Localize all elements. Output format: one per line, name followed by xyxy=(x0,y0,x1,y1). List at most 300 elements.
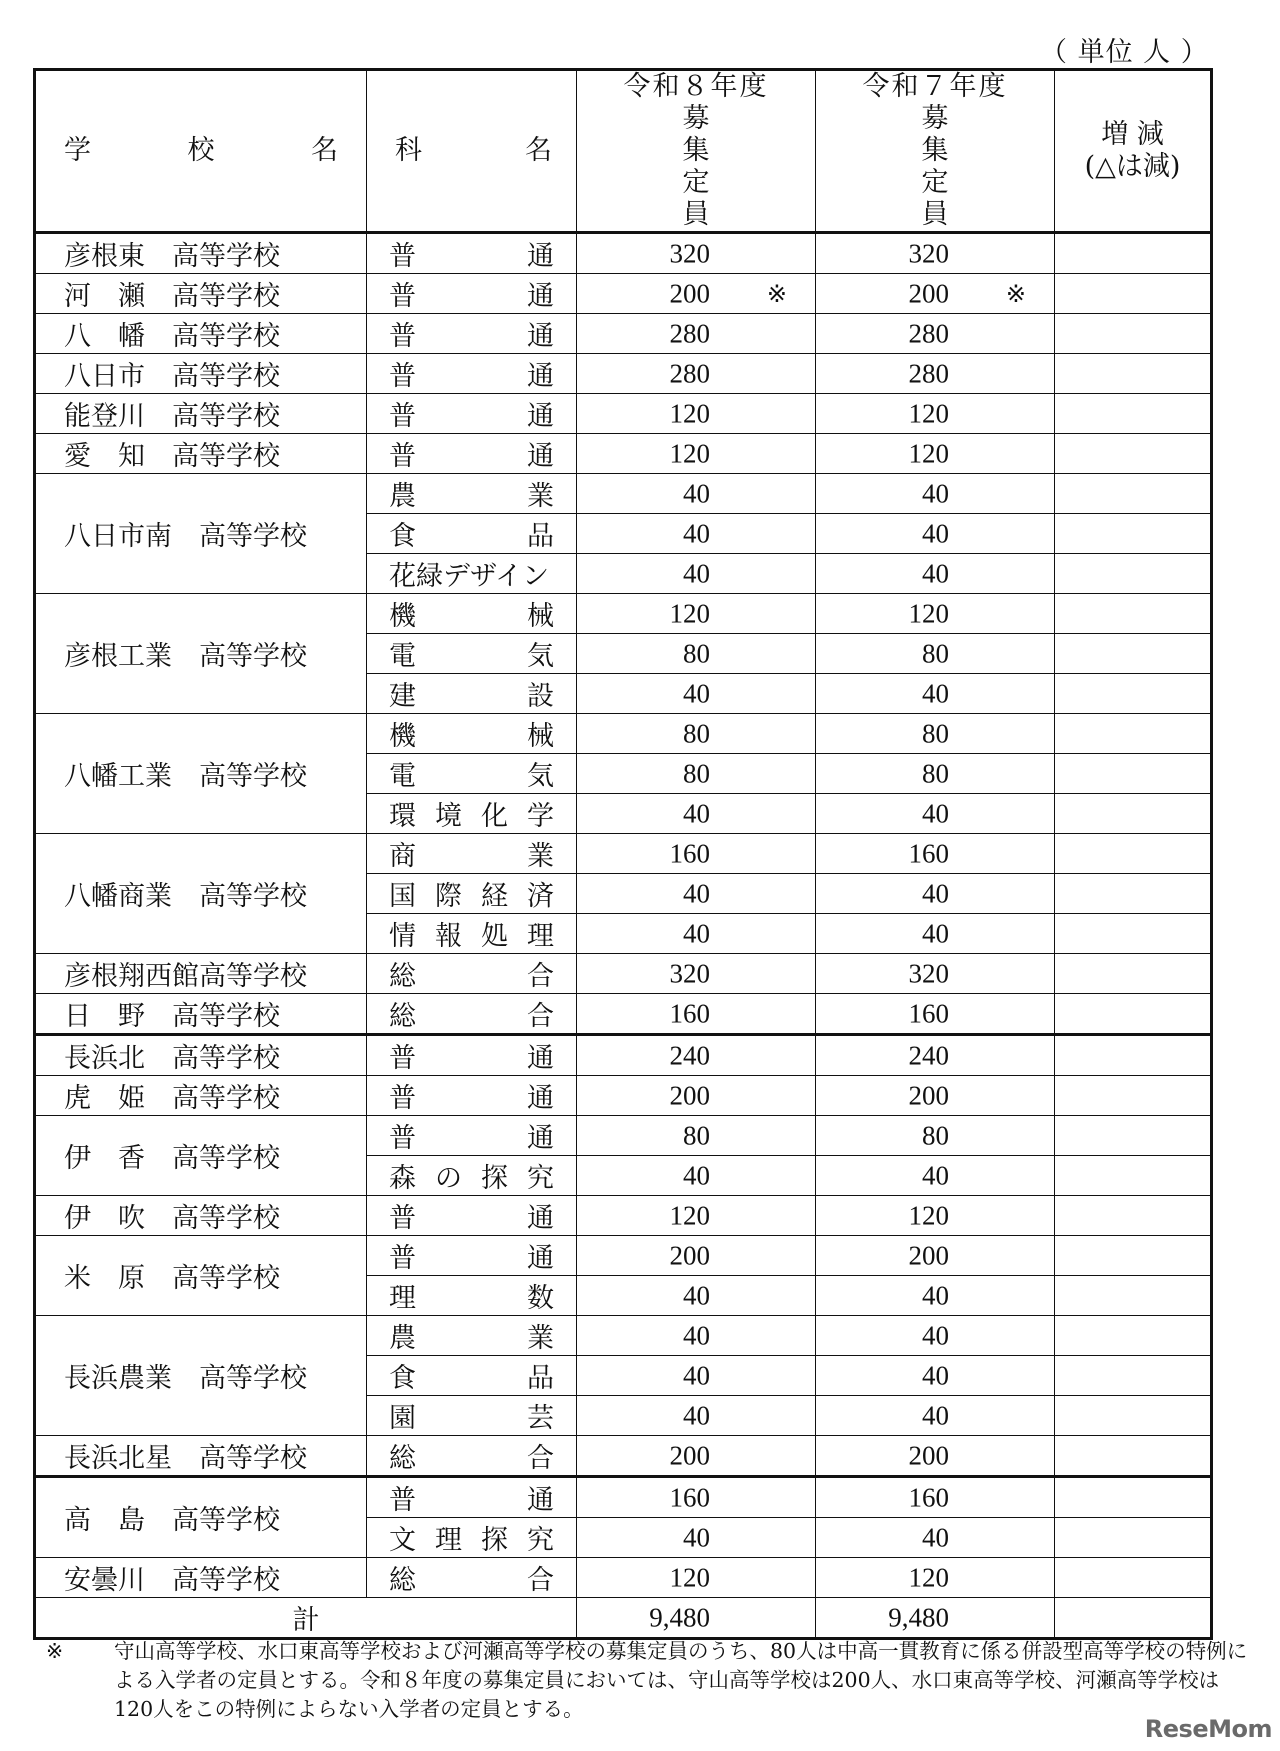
quota-r7-cell xyxy=(816,554,1055,594)
quota-r7-value: 40 xyxy=(922,1160,949,1190)
course-char: 学 xyxy=(527,801,554,832)
course-char: 済 xyxy=(527,881,554,912)
header-r8-year: 令和８年度 xyxy=(623,71,769,102)
course-name-text xyxy=(389,1356,554,1395)
quota-r8-value: 120 xyxy=(669,438,710,468)
change-cell xyxy=(1055,514,1212,554)
quota-r8-value: 320 xyxy=(669,238,710,268)
quota-r8-cell xyxy=(577,1156,816,1196)
quota-r7-value: 160 xyxy=(908,998,949,1028)
course-char: 数 xyxy=(527,1283,554,1314)
footnote xyxy=(40,1637,1250,1724)
quota-r8-cell xyxy=(577,1356,816,1396)
header-course-char: 名 xyxy=(525,135,552,166)
quota-r8-value: 120 xyxy=(669,1200,710,1230)
table-row xyxy=(35,394,1212,434)
course-name-text xyxy=(389,1436,554,1475)
change-cell xyxy=(1055,274,1212,314)
change-cell xyxy=(1055,674,1212,714)
quota-r8-value: 80 xyxy=(683,1120,710,1150)
header-school-char: 名 xyxy=(311,135,338,166)
change-cell xyxy=(1055,233,1212,274)
course-name-text xyxy=(389,834,554,873)
change-cell xyxy=(1055,354,1212,394)
course-char: 総 xyxy=(389,1443,416,1474)
change-cell xyxy=(1055,714,1212,754)
course-char: 園 xyxy=(389,1403,416,1434)
school-name-cell: 彦根工業 高等学校 xyxy=(35,594,367,714)
quota-r7-cell xyxy=(816,834,1055,874)
table-row xyxy=(35,1236,1212,1276)
quota-r7-cell xyxy=(816,474,1055,514)
total-row xyxy=(35,1598,1212,1639)
course-name-text xyxy=(389,994,554,1033)
school-name-cell: 伊 香 高等学校 xyxy=(35,1116,367,1196)
quota-r7-value: 120 xyxy=(908,1200,949,1230)
quota-r8-cell xyxy=(577,394,816,434)
course-char: 商 xyxy=(389,841,416,872)
course-name-cell xyxy=(367,1558,577,1598)
course-name-text xyxy=(389,1236,554,1275)
course-name-cell xyxy=(367,634,577,674)
header-r8-char: 定 xyxy=(682,167,710,198)
quota-r8-cell xyxy=(577,1076,816,1116)
course-name-cell xyxy=(367,233,577,274)
school-name-cell: 虎 姫 高等学校 xyxy=(35,1076,367,1116)
quota-r8-value: 280 xyxy=(669,358,710,388)
course-name-text xyxy=(389,954,554,993)
school-name-cell: 八幡商業 高等学校 xyxy=(35,834,367,954)
quota-r7-cell xyxy=(816,914,1055,954)
total-label: 計 xyxy=(35,1598,577,1639)
quota-r8-cell xyxy=(577,714,816,754)
quota-r7-cell xyxy=(816,394,1055,434)
quota-r7-value: 200 xyxy=(908,1240,949,1270)
quota-r8-cell xyxy=(577,1116,816,1156)
quota-r8-value: 40 xyxy=(683,1280,710,1310)
school-name-cell: 八日市南 高等学校 xyxy=(35,474,367,594)
header-r7-year: 令和７年度 xyxy=(862,71,1008,102)
table-row xyxy=(35,1116,1212,1156)
quota-r8-value: 120 xyxy=(669,598,710,628)
quota-r8-cell xyxy=(577,674,816,714)
quota-r7-value: 120 xyxy=(908,1562,949,1592)
quota-r7-cell xyxy=(816,1236,1055,1276)
school-name-cell: 長浜農業 高等学校 xyxy=(35,1316,367,1436)
total-r7-value: 9,480 xyxy=(888,1602,949,1632)
course-char: 合 xyxy=(527,1565,554,1596)
course-name-cell xyxy=(367,394,577,434)
quota-r7-cell xyxy=(816,794,1055,834)
table-row xyxy=(35,594,1212,634)
quota-r8-value: 40 xyxy=(683,1400,710,1430)
header-r7-char: 員 xyxy=(921,199,949,230)
quota-r8-value: 40 xyxy=(683,678,710,708)
quota-r7-cell xyxy=(816,634,1055,674)
footnote-mark: ※ xyxy=(46,1639,64,1663)
quota-r8-cell xyxy=(577,1436,816,1477)
course-char: 通 xyxy=(527,1083,554,1114)
quota-r7-value: 40 xyxy=(922,1320,949,1350)
change-cell xyxy=(1055,1558,1212,1598)
quota-r7-value: 200 xyxy=(908,1440,949,1470)
course-char: 機 xyxy=(389,721,416,752)
course-name-text xyxy=(389,634,554,673)
table-row xyxy=(35,274,1212,314)
quota-r7-cell xyxy=(816,514,1055,554)
course-char: 設 xyxy=(527,681,554,712)
course-name-text xyxy=(389,1276,554,1315)
quota-r7-cell xyxy=(816,1477,1055,1518)
course-name-cell xyxy=(367,834,577,874)
table-row xyxy=(35,354,1212,394)
school-name-cell: 愛 知 高等学校 xyxy=(35,434,367,474)
school-name-cell: 長浜北 高等学校 xyxy=(35,1035,367,1076)
table-row xyxy=(35,1316,1212,1356)
quota-r7-value: 40 xyxy=(922,918,949,948)
course-char: 境 xyxy=(435,801,462,832)
quota-r8-cell xyxy=(577,1558,816,1598)
school-name-cell: 安曇川 高等学校 xyxy=(35,1558,367,1598)
course-name-cell xyxy=(367,1436,577,1477)
quota-r7-value: 280 xyxy=(908,358,949,388)
quota-r7-cell xyxy=(816,1316,1055,1356)
quota-r8-cell xyxy=(577,554,816,594)
quota-r7-cell xyxy=(816,594,1055,634)
school-name-cell: 高 島 高等学校 xyxy=(35,1477,367,1558)
course-char: 普 xyxy=(389,1043,416,1074)
table-row xyxy=(35,314,1212,354)
school-name-cell: 日 野 高等学校 xyxy=(35,994,367,1035)
course-char: 電 xyxy=(389,761,416,792)
quota-r8-cell xyxy=(577,474,816,514)
quota-r8-cell xyxy=(577,314,816,354)
course-name-text xyxy=(389,874,554,913)
course-char: 通 xyxy=(527,1485,554,1516)
quota-r7-value: 120 xyxy=(908,398,949,428)
change-cell xyxy=(1055,1196,1212,1236)
school-name-cell: 八幡工業 高等学校 xyxy=(35,714,367,834)
quota-r7-value: 40 xyxy=(922,678,949,708)
course-name-text xyxy=(389,1396,554,1435)
course-char: 業 xyxy=(527,481,554,512)
course-name-text xyxy=(389,714,554,753)
course-char: 食 xyxy=(389,1363,416,1394)
quota-r8-cell xyxy=(577,794,816,834)
quota-r7-cell xyxy=(816,1076,1055,1116)
quota-r8-cell xyxy=(577,434,816,474)
quota-r7-value: 80 xyxy=(922,718,949,748)
course-name-text xyxy=(389,1518,554,1557)
course-name-text xyxy=(389,394,554,433)
quota-r7-value: 80 xyxy=(922,638,949,668)
course-name-text xyxy=(389,354,554,393)
course-char: 通 xyxy=(527,401,554,432)
quota-r7-cell xyxy=(816,1276,1055,1316)
header-r7-char: 定 xyxy=(921,167,949,198)
course-char: 機 xyxy=(389,601,416,632)
table-row xyxy=(35,954,1212,994)
quota-r7-cell xyxy=(816,1436,1055,1477)
quota-r7-cell xyxy=(816,674,1055,714)
resemom-logo: ReseMom xyxy=(1144,1715,1272,1743)
course-char: 普 xyxy=(389,401,416,432)
reference-mark: ※ xyxy=(766,279,787,308)
course-char: 業 xyxy=(527,841,554,872)
quota-r8-cell xyxy=(577,1518,816,1558)
course-char: 合 xyxy=(527,1443,554,1474)
course-name-cell xyxy=(367,1076,577,1116)
quota-r7-cell xyxy=(816,754,1055,794)
quota-r7-cell xyxy=(816,714,1055,754)
course-char: 普 xyxy=(389,1123,416,1154)
course-name-cell xyxy=(367,1276,577,1316)
quota-r8-cell xyxy=(577,1196,816,1236)
course-char: 食 xyxy=(389,521,416,552)
course-name-text xyxy=(389,1196,554,1235)
change-cell xyxy=(1055,1396,1212,1436)
change-cell xyxy=(1055,394,1212,434)
course-char: 国 xyxy=(389,881,416,912)
quota-r7-value: 280 xyxy=(908,318,949,348)
quota-r8-value: 200 xyxy=(669,1440,710,1470)
header-school-char: 校 xyxy=(187,135,215,166)
change-cell xyxy=(1055,1276,1212,1316)
change-cell xyxy=(1055,874,1212,914)
change-cell xyxy=(1055,634,1212,674)
course-name-cell xyxy=(367,1316,577,1356)
course-name-text xyxy=(389,1116,554,1155)
quota-r8-value: 40 xyxy=(683,518,710,548)
table-row xyxy=(35,994,1212,1035)
course-char: 探 xyxy=(481,1163,508,1194)
quota-r8-value: 40 xyxy=(683,1320,710,1350)
course-name-text xyxy=(389,1558,554,1597)
course-name-text xyxy=(389,514,554,553)
change-cell xyxy=(1055,474,1212,514)
quota-r7-value: 40 xyxy=(922,478,949,508)
quota-r7-cell xyxy=(816,354,1055,394)
course-name-text xyxy=(389,754,554,793)
table-row xyxy=(35,1076,1212,1116)
table-row xyxy=(35,1477,1212,1518)
quota-r8-cell xyxy=(577,914,816,954)
course-char: 合 xyxy=(527,1001,554,1032)
quota-r8-value: 40 xyxy=(683,1160,710,1190)
course-char: 環 xyxy=(389,801,416,832)
quota-r8-cell xyxy=(577,354,816,394)
quota-r8-cell xyxy=(577,274,816,314)
course-char: 普 xyxy=(389,441,416,472)
header-course-char: 科 xyxy=(395,135,422,166)
quota-r8-value: 40 xyxy=(683,558,710,588)
course-name-cell xyxy=(367,1196,577,1236)
course-char: 普 xyxy=(389,1083,416,1114)
course-char: 品 xyxy=(527,1363,554,1394)
quota-r7-value: 40 xyxy=(922,558,949,588)
quota-r8-cell xyxy=(577,634,816,674)
course-char: 文 xyxy=(389,1525,416,1556)
quota-r8-cell xyxy=(577,874,816,914)
quota-r7-value: 40 xyxy=(922,1522,949,1552)
course-char: 際 xyxy=(435,881,462,912)
quota-r8-value: 80 xyxy=(683,638,710,668)
quota-r8-cell xyxy=(577,954,816,994)
quota-r8-value: 40 xyxy=(683,1360,710,1390)
header-r8-char: 集 xyxy=(682,135,710,166)
quota-r7-cell xyxy=(816,1116,1055,1156)
total-r8 xyxy=(577,1598,816,1639)
course-char: 普 xyxy=(389,1243,416,1274)
course-char: 森 xyxy=(389,1163,416,1194)
course-char: 理 xyxy=(435,1525,462,1556)
course-name-cell xyxy=(367,1396,577,1436)
course-char: 化 xyxy=(481,801,508,832)
quota-r7-value: 40 xyxy=(922,798,949,828)
course-name-cell xyxy=(367,674,577,714)
enrollment-quota-table xyxy=(33,68,1213,1640)
header-course-name xyxy=(367,70,577,233)
course-char: 農 xyxy=(389,1323,416,1354)
change-cell xyxy=(1055,914,1212,954)
footnote-text: 守山高等学校、水口東高等学校および河瀬高等学校の募集定員のうち、80人は中高一貫教育に係る併設型高等学校の特例による入学者の定員とする。令和８年度の募集定員においては、守山高等学校は200人、水口東高等学校、河瀬高等学校は120人をこの特例によらない入学者の定員とする。 xyxy=(114,1639,1248,1721)
course-name-cell xyxy=(367,714,577,754)
course-name-cell xyxy=(367,1236,577,1276)
quota-r8-cell xyxy=(577,594,816,634)
quota-r8-value: 80 xyxy=(683,718,710,748)
quota-r7-value: 40 xyxy=(922,518,949,548)
quota-r7-cell xyxy=(816,1356,1055,1396)
table-row xyxy=(35,474,1212,514)
course-char: 普 xyxy=(389,281,416,312)
course-char: 究 xyxy=(527,1525,554,1556)
course-char: 通 xyxy=(527,281,554,312)
course-char: 品 xyxy=(527,521,554,552)
change-cell xyxy=(1055,1156,1212,1196)
school-name-cell: 彦根翔西館高等学校 xyxy=(35,954,367,994)
course-name-text xyxy=(389,1156,554,1195)
quota-r8-cell xyxy=(577,1396,816,1436)
quota-r8-cell xyxy=(577,994,816,1035)
course-name-cell xyxy=(367,554,577,594)
course-name-text xyxy=(389,234,554,273)
course-char: 情 xyxy=(389,921,416,952)
course-char: 普 xyxy=(389,361,416,392)
header-r7-quota xyxy=(816,70,1055,233)
course-name-cell xyxy=(367,434,577,474)
course-name-cell xyxy=(367,354,577,394)
quota-r8-value: 280 xyxy=(669,318,710,348)
quota-r8-value: 40 xyxy=(683,918,710,948)
school-name-cell: 伊 吹 高等学校 xyxy=(35,1196,367,1236)
course-name-text xyxy=(389,274,554,313)
change-cell xyxy=(1055,1076,1212,1116)
change-cell xyxy=(1055,434,1212,474)
course-name-cell xyxy=(367,514,577,554)
table-row xyxy=(35,434,1212,474)
course-char: 通 xyxy=(527,441,554,472)
quota-r7-value: 240 xyxy=(908,1040,949,1070)
course-name-text xyxy=(389,1076,554,1115)
quota-r7-value: 40 xyxy=(922,1280,949,1310)
school-name-cell: 能登川 高等学校 xyxy=(35,394,367,434)
course-char: 気 xyxy=(527,641,554,672)
school-name-cell: 長浜北星 高等学校 xyxy=(35,1436,367,1477)
quota-r7-cell xyxy=(816,1035,1055,1076)
quota-r7-value: 200 xyxy=(908,1080,949,1110)
quota-r8-value: 160 xyxy=(669,1482,710,1512)
school-name-cell: 彦根東 高等学校 xyxy=(35,233,367,274)
table-row xyxy=(35,1196,1212,1236)
quota-r8-cell xyxy=(577,754,816,794)
quota-r7-value: 120 xyxy=(908,598,949,628)
quota-r7-cell xyxy=(816,274,1055,314)
course-char: 通 xyxy=(527,1043,554,1074)
course-name-cell xyxy=(367,314,577,354)
course-name-cell xyxy=(367,1356,577,1396)
course-name-text xyxy=(389,914,554,953)
course-char: 総 xyxy=(389,1565,416,1596)
school-name-cell: 米 原 高等学校 xyxy=(35,1236,367,1316)
course-char: 総 xyxy=(389,961,416,992)
table-row xyxy=(35,714,1212,754)
quota-r8-value: 80 xyxy=(683,758,710,788)
quota-r7-value: 320 xyxy=(908,958,949,988)
course-char: 普 xyxy=(389,321,416,352)
course-name-cell xyxy=(367,274,577,314)
quota-r8-cell xyxy=(577,1276,816,1316)
quota-r7-cell xyxy=(816,1196,1055,1236)
school-name-cell: 河 瀬 高等学校 xyxy=(35,274,367,314)
course-char: 械 xyxy=(527,601,554,632)
quota-r7-value: 40 xyxy=(922,1400,949,1430)
quota-r8-value: 240 xyxy=(669,1040,710,1070)
course-char: 建 xyxy=(389,681,416,712)
course-name-text xyxy=(389,474,554,513)
course-name-text xyxy=(389,674,554,713)
course-name-cell xyxy=(367,1035,577,1076)
course-char: 経 xyxy=(481,881,508,912)
quota-r8-value: 160 xyxy=(669,998,710,1028)
course-char: 農 xyxy=(389,481,416,512)
quota-r7-cell xyxy=(816,874,1055,914)
header-change-title: 増 減 xyxy=(1101,119,1164,150)
quota-r7-cell xyxy=(816,434,1055,474)
course-char: 合 xyxy=(527,961,554,992)
course-name-cell xyxy=(367,874,577,914)
quota-r8-value: 40 xyxy=(683,798,710,828)
course-name-text xyxy=(389,1316,554,1355)
course-name-cell xyxy=(367,1477,577,1518)
quota-r8-value: 320 xyxy=(669,958,710,988)
course-name-cell xyxy=(367,754,577,794)
course-name-text xyxy=(389,1478,554,1517)
quota-r8-cell xyxy=(577,514,816,554)
course-name-text xyxy=(389,314,554,353)
course-char: の xyxy=(435,1163,462,1194)
quota-r7-cell xyxy=(816,1518,1055,1558)
quota-r7-cell xyxy=(816,1396,1055,1436)
course-name-cell xyxy=(367,794,577,834)
course-char: 通 xyxy=(527,1243,554,1274)
header-r8-char: 員 xyxy=(682,199,710,230)
quota-r8-value: 200 xyxy=(669,1080,710,1110)
course-char: 通 xyxy=(527,241,554,272)
quota-r8-value: 160 xyxy=(669,838,710,868)
course-char: 通 xyxy=(527,361,554,392)
course-char: 業 xyxy=(527,1323,554,1354)
total-r7 xyxy=(816,1598,1055,1639)
